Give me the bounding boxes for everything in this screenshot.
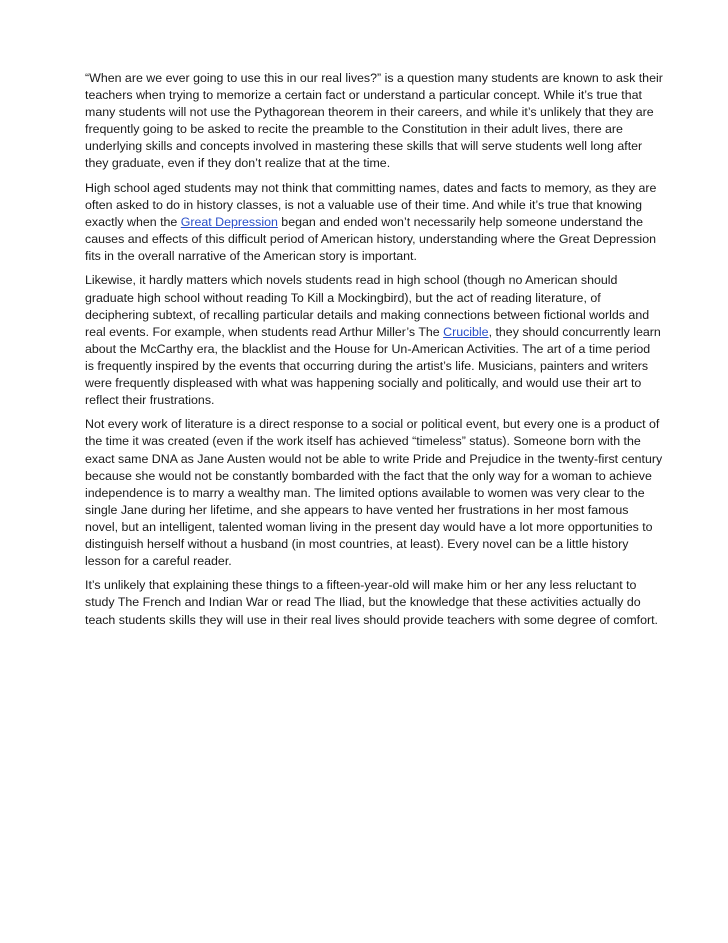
text-line: [85, 451, 663, 468]
text-line: [85, 197, 655, 214]
text-run: causes and effects of this difficult period of American history, understanding where the Great Depression: [85, 232, 656, 247]
text-line: [85, 502, 655, 519]
paragraph: [85, 70, 663, 173]
text-run: were frequently displeased with what was happening socially and politically, and would use their art to: [85, 375, 642, 390]
paragraph: [85, 416, 663, 570]
text-run: Not every work of literature is a direct response to a social or political event, but every one is a product of: [85, 417, 660, 432]
hyperlink[interactable]: Crucible: [443, 324, 489, 339]
text-run: , they should concurrently learn: [488, 324, 661, 339]
text-run: often asked to do in history classes, is not a valuable use of their time. And while it’s true that knowing: [85, 197, 642, 212]
text-line: [85, 155, 655, 172]
text-line: [85, 468, 655, 485]
text-run: they graduate, even if they don’t realize that at the time.: [85, 156, 391, 171]
text-line: [85, 324, 661, 341]
text-run: many students will not use the Pythagorean theorem in their careers, and while it’s unlikely that they are: [85, 105, 654, 120]
text-line: [85, 87, 655, 104]
paragraph: [85, 577, 658, 628]
text-line: [85, 307, 655, 324]
text-run: began and ended won’t necessarily help someone understand the: [277, 214, 643, 229]
text-run: because she would not be constantly bombarded with the fact that the only way for a woman to achieve: [85, 468, 652, 483]
text-line: [85, 594, 655, 611]
text-line: [85, 341, 655, 358]
text-line: [85, 248, 655, 265]
text-run: It’s unlikely that explaining these things to a fifteen-year-old will make him or her any less reluctant to: [85, 578, 637, 593]
text-line: [85, 433, 655, 450]
text-run: independence is to marry a wealthy man. The limited options available to women was very clear to the: [85, 485, 645, 500]
text-line: [85, 485, 655, 502]
text-run: exactly when the: [85, 214, 181, 229]
text-line: [85, 180, 655, 197]
text-line: [85, 231, 655, 248]
text-run: single Jane during her lifetime, and she appears to have vented her frustrations in her most famous: [85, 502, 629, 517]
document-body: [85, 70, 663, 636]
text-run: frequently going to be asked to recite the preamble to the Constitution in their adult lives, there are: [85, 122, 623, 137]
text-run: about the McCarthy era, the blacklist and the House for Un-American Activities. The art of a time period: [85, 341, 651, 356]
text-line: [85, 272, 655, 289]
text-line: [85, 104, 655, 121]
text-run: novel, but an intelligent, talented woman living in the present day would have a lot more opportunities to: [85, 519, 653, 534]
text-line: [85, 416, 660, 433]
text-run: real events. For example, when students read Arthur Miller’s The: [85, 324, 444, 339]
text-line: [85, 121, 655, 138]
text-run: teachers when trying to memorize a certain fact or understand a particular concept. While it’s true that: [85, 88, 642, 103]
text-line: [85, 612, 658, 629]
text-run: is frequently inspired by the events that occurring during the artist’s life. Musicians, painters and writers: [85, 358, 649, 373]
text-run: exact same DNA as Jane Austen would not be able to write Pride and Prejudice in the twenty-first century: [85, 451, 663, 466]
text-run: fits in the overall narrative of the American story is important.: [85, 249, 417, 264]
text-line: [85, 375, 655, 392]
text-run: lesson for a careful reader.: [85, 554, 232, 569]
text-line: [85, 519, 655, 536]
text-line: [85, 138, 655, 155]
paragraph: [85, 180, 655, 265]
text-run: deciphering subtext, of recalling particular details and making connections between fictional worlds and: [85, 307, 650, 322]
text-run: the time it was created (even if the work itself has achieved “timeless” status). Someone born with the: [85, 434, 641, 449]
text-run: “When are we ever going to use this in our real lives?” is a question many students are known to ask their: [85, 71, 663, 85]
text-line: [85, 536, 655, 553]
text-run: reflect their frustrations.: [85, 393, 215, 408]
text-line: [85, 358, 655, 375]
text-line: [85, 392, 655, 409]
text-line: [85, 577, 655, 594]
hyperlink[interactable]: Great Depression: [180, 214, 278, 229]
paragraph: [85, 272, 661, 409]
text-run: teach students skills they will use in their real lives should provide teachers with some degree of comfort.: [85, 612, 658, 627]
text-run: Likewise, it hardly matters which novels students read in high school (though no American should: [85, 273, 618, 288]
text-line: [85, 214, 655, 231]
text-line: [85, 553, 655, 570]
text-line: [85, 70, 663, 87]
text-run: High school aged students may not think that committing names, dates and facts to memory, as they are: [85, 180, 657, 195]
text-run: graduate high school without reading To Kill a Mockingbird), but the act of reading literature, of: [85, 290, 601, 305]
text-line: [85, 290, 655, 307]
text-run: study The French and Indian War or read The Iliad, but the knowledge that these activities actually do: [85, 595, 641, 610]
text-run: underlying skills and concepts involved in mastering these skills that will serve students well long after: [85, 139, 643, 154]
text-run: distinguish herself without a husband (in most countries, at least). Every novel can be a little history: [85, 537, 629, 551]
